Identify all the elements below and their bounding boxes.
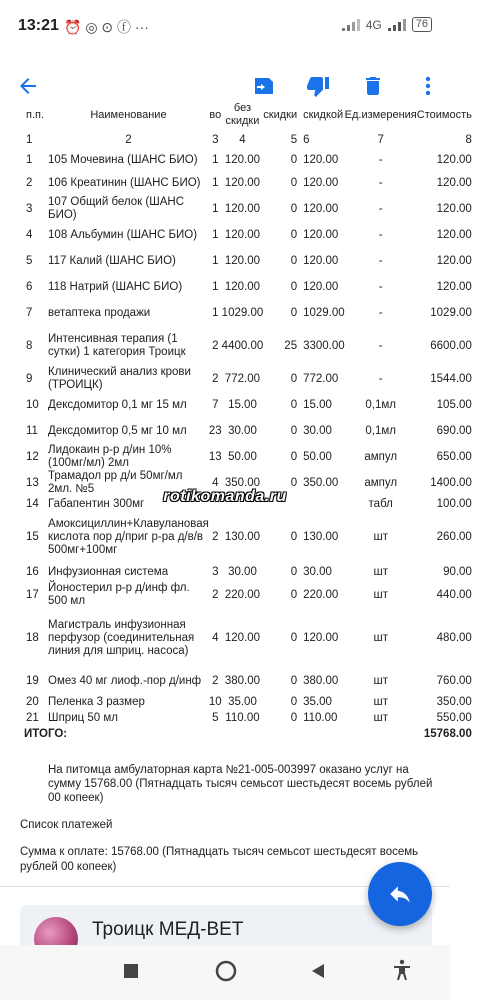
col-number: 5 xyxy=(290,133,298,146)
table-row xyxy=(24,300,478,326)
item-discount: 0 xyxy=(290,631,298,644)
item-discount: 0 xyxy=(290,306,298,319)
item-qty: 5 xyxy=(212,711,219,724)
reply-button[interactable] xyxy=(368,862,432,926)
notification-icons: ⏰ ◎ ⊙ ⓕ ··· xyxy=(64,19,149,35)
item-final-price: 3300.00 xyxy=(303,339,345,352)
item-cost: 650.00 xyxy=(436,450,472,463)
item-discount: 0 xyxy=(290,695,298,708)
item-final-price: 50.00 xyxy=(303,450,332,463)
item-final-price: 1029.00 xyxy=(303,306,345,319)
item-unit: ампул xyxy=(364,476,398,489)
item-unit: шт xyxy=(373,674,388,687)
item-unit: шт xyxy=(373,565,388,578)
invoice-table xyxy=(24,100,478,742)
item-final-price: 350.00 xyxy=(303,476,339,489)
item-discount: 0 xyxy=(290,450,298,463)
item-name: Дексдомитор 0,1 мг 15 мл xyxy=(48,398,187,411)
item-unit: - xyxy=(378,280,383,293)
item-name: Шприц 50 мл xyxy=(48,711,119,724)
item-qty: 1 xyxy=(212,176,219,189)
move-to-icon[interactable] xyxy=(248,70,280,102)
item-qty: 23 xyxy=(208,424,222,437)
table-row xyxy=(24,248,478,274)
battery-icon: 76 xyxy=(412,17,432,32)
table-row xyxy=(24,366,478,392)
table-row xyxy=(24,222,478,248)
item-cost: 6600.00 xyxy=(430,339,472,352)
item-discount: 0 xyxy=(290,372,298,385)
item-cost: 120.00 xyxy=(436,254,472,267)
item-cost: 105.00 xyxy=(436,398,472,411)
item-final-price: 15.00 xyxy=(303,398,332,411)
table-header xyxy=(24,100,478,130)
item-discount: 0 xyxy=(290,228,298,241)
item-unit: - xyxy=(378,153,383,166)
total-label: ИТОГО: xyxy=(24,727,68,740)
item-name: Трамадол рр д/и 50мг/мл 2мл. №5 xyxy=(48,470,183,495)
item-price: 772.00 xyxy=(224,372,261,385)
col-header: Наименование xyxy=(90,108,167,121)
item-unit: - xyxy=(378,306,383,319)
item-discount: 0 xyxy=(290,588,298,601)
item-price: 120.00 xyxy=(224,176,261,189)
item-cost: 1029.00 xyxy=(430,306,472,319)
item-unit: - xyxy=(378,202,383,215)
item-name: 105 Мочевина (ШАНС БИО) xyxy=(48,153,198,166)
row-number: 14 xyxy=(26,497,39,510)
item-name: 118 Натрий (ШАНС БИО) xyxy=(48,280,183,293)
item-name: Дексдомитор 0,5 мг 10 мл xyxy=(48,424,187,437)
item-price: 35.00 xyxy=(228,695,257,708)
item-price: 220.00 xyxy=(224,588,261,601)
item-unit: - xyxy=(378,372,383,385)
network-type: 4G xyxy=(365,17,382,32)
row-number: 3 xyxy=(26,202,33,215)
table-row xyxy=(24,562,478,582)
amount-due: Сумма к оплате: 15768.00 (Пятнадцать тысяч семьсот шестьдесят восемь рублей 00 копеек) xyxy=(20,846,419,873)
item-price: 15.00 xyxy=(228,398,257,411)
status-time: 13:21 xyxy=(18,17,59,34)
item-unit: 0,1мл xyxy=(365,398,397,411)
item-name: Магистраль инфузионная перфузор (соединительная линия для шприц. насоса) xyxy=(48,618,195,657)
table-row xyxy=(24,418,478,444)
row-number: 18 xyxy=(26,631,39,644)
item-qty: 2 xyxy=(212,372,219,385)
item-discount: 0 xyxy=(290,153,298,166)
item-unit: ампул xyxy=(364,450,398,463)
item-price: 130.00 xyxy=(224,530,261,543)
col-header: скидкой xyxy=(303,108,344,121)
item-unit: шт xyxy=(373,711,388,724)
back-arrow-icon[interactable] xyxy=(12,70,44,102)
column-numbers-row xyxy=(24,130,478,150)
table-row xyxy=(24,392,478,418)
payments-title: Список платежей xyxy=(20,819,113,831)
item-discount: 0 xyxy=(290,254,298,267)
table-row xyxy=(24,326,478,366)
item-final-price: 120.00 xyxy=(303,176,339,189)
item-qty: 2 xyxy=(212,588,219,601)
status-bar xyxy=(0,0,450,52)
row-number: 12 xyxy=(26,450,39,463)
item-unit: - xyxy=(378,228,383,241)
item-final-price: 120.00 xyxy=(303,153,339,166)
item-name: Йоностерил р-р д/инф фл. 500 мл xyxy=(48,582,190,607)
item-cost: 120.00 xyxy=(436,153,472,166)
item-discount: 0 xyxy=(290,424,298,437)
item-cost: 90.00 xyxy=(443,565,472,578)
item-price: 120.00 xyxy=(224,153,261,166)
item-unit: шт xyxy=(373,631,388,644)
table-row xyxy=(24,710,478,726)
item-final-price: 120.00 xyxy=(303,631,339,644)
row-number: 16 xyxy=(26,565,39,578)
item-cost: 120.00 xyxy=(436,202,472,215)
reply-icon xyxy=(387,881,413,907)
item-price: 380.00 xyxy=(224,674,261,687)
row-number: 8 xyxy=(26,339,33,352)
row-number: 20 xyxy=(26,695,39,708)
table-row xyxy=(24,170,478,196)
item-qty: 7 xyxy=(212,398,219,411)
item-qty: 1 xyxy=(212,306,219,319)
item-discount: 0 xyxy=(290,280,298,293)
row-number: 2 xyxy=(26,176,33,189)
table-row xyxy=(24,196,478,222)
total-row xyxy=(24,726,478,742)
col-number: 2 xyxy=(125,133,132,146)
item-price: 50.00 xyxy=(228,450,257,463)
item-cost: 690.00 xyxy=(436,424,472,437)
item-unit: шт xyxy=(373,530,388,543)
item-name: Омез 40 мг лиоф.-пор д/инф xyxy=(48,674,202,687)
item-qty: 2 xyxy=(212,674,219,687)
trash-icon[interactable] xyxy=(357,70,389,102)
item-price: 30.00 xyxy=(228,424,257,437)
item-name: Габапентин 300мг xyxy=(48,497,145,510)
item-final-price: 130.00 xyxy=(303,530,339,543)
item-discount: 25 xyxy=(284,339,298,352)
square-icon xyxy=(123,963,139,979)
item-cost: 120.00 xyxy=(436,228,472,241)
item-price: 4400.00 xyxy=(221,339,264,352)
item-cost: 1400.00 xyxy=(430,476,472,489)
item-final-price: 220.00 xyxy=(303,588,339,601)
watermark: rotikomanda.ru xyxy=(163,488,287,505)
row-number: 7 xyxy=(26,306,33,319)
recents-button[interactable] xyxy=(123,963,139,984)
more-vert-icon[interactable] xyxy=(412,70,444,102)
row-number: 6 xyxy=(26,280,33,293)
item-final-price: 772.00 xyxy=(303,372,339,385)
row-number: 13 xyxy=(26,476,39,489)
item-price: 110.00 xyxy=(225,711,260,724)
item-cost: 120.00 xyxy=(436,176,472,189)
col-header: п.п. xyxy=(26,108,45,121)
item-discount: 0 xyxy=(290,711,298,724)
row-number: 17 xyxy=(26,588,39,601)
item-final-price: 380.00 xyxy=(303,674,339,687)
item-price: 120.00 xyxy=(224,254,261,267)
row-number: 1 xyxy=(26,153,33,166)
item-name: ветаптека продажи xyxy=(48,306,151,319)
col-number: 4 xyxy=(239,133,246,146)
item-final-price: 30.00 xyxy=(303,424,332,437)
col-header: скидки xyxy=(263,108,298,121)
table-row xyxy=(24,512,478,562)
item-price: 120.00 xyxy=(224,202,261,215)
circle-icon xyxy=(215,960,237,982)
signal-icon-2 xyxy=(388,19,406,31)
total-value: 15768.00 xyxy=(423,727,472,740)
row-number: 15 xyxy=(26,530,39,543)
table-row xyxy=(24,274,478,300)
row-number: 4 xyxy=(26,228,33,241)
item-price: 350.00 xyxy=(224,476,261,489)
item-name: 117 Калий (ШАНС БИО) xyxy=(48,254,176,267)
table-row xyxy=(24,694,478,710)
item-cost: 440.00 xyxy=(436,588,472,601)
triangle-back-icon xyxy=(310,963,326,979)
col-number: 6 xyxy=(303,133,310,146)
item-cost: 350.00 xyxy=(436,695,472,708)
item-price: 120.00 xyxy=(224,631,261,644)
item-final-price: 120.00 xyxy=(303,254,339,267)
item-name: 107 Общий белок (ШАНС БИО) xyxy=(48,196,185,221)
col-header: Ед.измерения xyxy=(344,108,417,121)
item-unit: 0,1мл xyxy=(365,424,397,437)
item-cost: 120.00 xyxy=(436,280,472,293)
col-header: Стоимость xyxy=(416,108,472,121)
item-name: 106 Креатинин (ШАНС БИО) xyxy=(48,176,201,189)
item-name: Пеленка 3 размер xyxy=(48,695,145,708)
item-discount: 0 xyxy=(290,674,298,687)
item-qty: 2 xyxy=(212,339,219,352)
table-row xyxy=(24,444,478,470)
col-number: 1 xyxy=(26,133,33,146)
item-unit: табл xyxy=(368,497,393,510)
item-final-price: 35.00 xyxy=(303,695,332,708)
item-name: Клинический анализ крови (ТРОИЦК) xyxy=(48,366,191,391)
col-header: без скидки xyxy=(225,102,260,127)
row-number: 11 xyxy=(26,424,38,437)
back-button[interactable] xyxy=(310,963,326,984)
item-unit: шт xyxy=(373,695,388,708)
item-discount: 0 xyxy=(290,530,298,543)
item-unit: шт xyxy=(373,588,388,601)
item-cost: 480.00 xyxy=(436,631,472,644)
item-cost: 550.00 xyxy=(436,711,472,724)
sender-name: Троицк МЕД-ВЕТ xyxy=(92,919,244,940)
spacer xyxy=(209,726,417,742)
item-cost: 760.00 xyxy=(436,674,472,687)
item-qty: 4 xyxy=(212,476,219,489)
item-qty: 13 xyxy=(208,450,222,463)
item-discount: 0 xyxy=(290,476,298,489)
item-unit: - xyxy=(378,176,383,189)
item-discount: 0 xyxy=(290,202,298,215)
item-discount: 0 xyxy=(290,398,298,411)
item-cost: 260.00 xyxy=(436,530,472,543)
item-qty: 2 xyxy=(212,530,219,543)
item-name: 108 Альбумин (ШАНС БИО) xyxy=(48,228,198,241)
item-qty: 1 xyxy=(212,202,219,215)
item-price: 1029.00 xyxy=(221,306,264,319)
table-row xyxy=(24,668,478,694)
col-number: 3 xyxy=(212,133,219,146)
item-final-price: 30.00 xyxy=(303,565,332,578)
col-number: 7 xyxy=(377,133,384,146)
row-number: 9 xyxy=(26,372,33,385)
item-qty: 1 xyxy=(212,280,219,293)
summary-text: На питомца амбулаторная карта №21-005-003997 оказано услуг на сумму 15768.00 (Пятнадцать тысяч семьсот шестьдесят восемь рублей 00 копеек) xyxy=(48,764,433,804)
item-price: 120.00 xyxy=(224,280,261,293)
accessibility-icon xyxy=(393,959,411,981)
item-unit: - xyxy=(378,339,383,352)
home-button[interactable] xyxy=(215,960,237,987)
item-discount: 0 xyxy=(290,565,298,578)
col-number: 8 xyxy=(465,133,472,146)
item-cost: 1544.00 xyxy=(430,372,472,385)
item-unit: - xyxy=(378,254,383,267)
table-row xyxy=(24,150,478,170)
item-qty: 1 xyxy=(212,228,219,241)
item-qty: 4 xyxy=(212,631,219,644)
row-number: 21 xyxy=(26,711,39,724)
item-cost: 100.00 xyxy=(436,497,472,510)
item-final-price: 110.00 xyxy=(303,711,338,724)
item-name: Интенсивная терапия (1 сутки) 1 категория Троицк xyxy=(48,333,186,358)
row-number: 10 xyxy=(26,398,39,411)
report-spam-icon[interactable] xyxy=(302,70,334,102)
item-discount: 0 xyxy=(290,176,298,189)
row-number: 19 xyxy=(26,674,39,687)
system-nav-bar xyxy=(0,945,450,1000)
item-price: 30.00 xyxy=(228,565,257,578)
item-qty: 1 xyxy=(212,153,219,166)
item-name: Амоксициллин+Клавулановая кислота пор д/приг р-ра д/в/в 500мг+100мг xyxy=(48,517,209,556)
item-final-price: 120.00 xyxy=(303,202,339,215)
item-final-price: 120.00 xyxy=(303,228,339,241)
item-qty: 10 xyxy=(208,695,222,708)
accessibility-button[interactable] xyxy=(393,959,411,986)
item-final-price: 120.00 xyxy=(303,280,339,293)
signal-icon xyxy=(342,19,360,31)
row-number: 5 xyxy=(26,254,33,267)
item-name: Инфузионная система xyxy=(48,565,169,578)
item-name: Лидокаин р-р д/ин 10% (100мг/мл) 2мл xyxy=(48,444,172,469)
table-row xyxy=(24,582,478,608)
item-qty: 1 xyxy=(212,254,219,267)
table-row xyxy=(24,608,478,668)
item-qty: 3 xyxy=(212,565,219,578)
status-right xyxy=(342,17,432,32)
item-price: 120.00 xyxy=(224,228,261,241)
col-header: во xyxy=(209,108,222,121)
